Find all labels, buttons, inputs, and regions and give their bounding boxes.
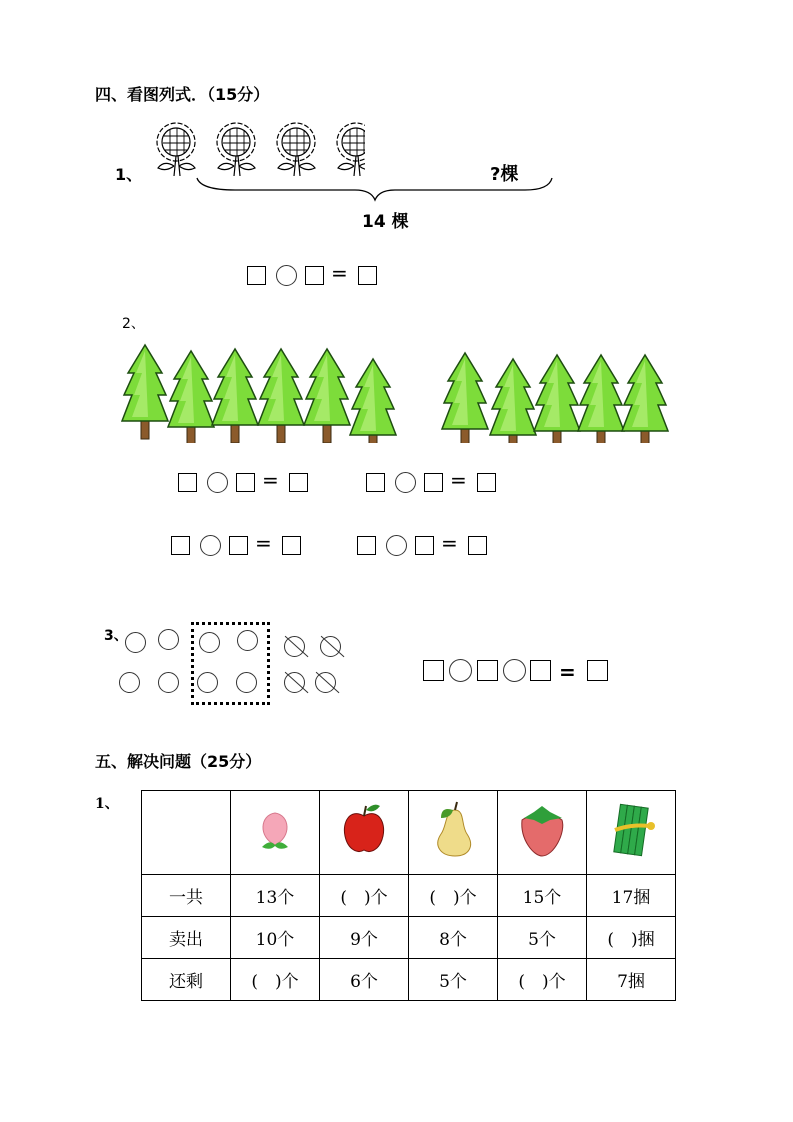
q3-label: 3、 <box>104 628 128 644</box>
operator-circle[interactable] <box>395 472 416 493</box>
table-cell: 10个 <box>231 917 320 959</box>
sunflower-icon <box>157 123 195 176</box>
peach-icon <box>250 805 300 855</box>
total-count-label: 14 棵 <box>362 212 409 232</box>
apple-icon <box>336 802 392 858</box>
answer-box[interactable] <box>357 536 376 555</box>
answer-box[interactable] <box>229 536 248 555</box>
row-label: 卖出 <box>142 917 231 959</box>
answer-box[interactable] <box>424 473 443 492</box>
row-label: 一共 <box>142 875 231 917</box>
table-row <box>142 959 676 1001</box>
answer-box[interactable] <box>477 473 496 492</box>
equals-sign: = <box>559 660 576 684</box>
equals-sign: = <box>450 468 467 492</box>
circle-icon <box>158 672 179 693</box>
brace-icon <box>195 176 555 202</box>
table-cell: 7捆 <box>587 959 676 1001</box>
table-cell: 15个 <box>498 875 587 917</box>
equation-blank-2b[interactable] <box>366 468 506 494</box>
circle-icon <box>119 672 140 693</box>
operator-circle[interactable] <box>276 265 297 286</box>
q2-label: 2、 <box>122 316 145 332</box>
table-cell: 5个 <box>409 959 498 1001</box>
table-row <box>142 875 676 917</box>
answer-box[interactable] <box>415 536 434 555</box>
answer-box[interactable] <box>587 660 608 681</box>
crossed-circle-icon <box>284 636 305 657</box>
table-cell: 13个 <box>231 875 320 917</box>
table-header-row <box>142 791 676 875</box>
equation-blank-1[interactable] <box>247 261 387 287</box>
sales-table <box>141 790 676 1001</box>
trees-image <box>120 343 670 443</box>
table-row <box>142 917 676 959</box>
circle-icon <box>125 632 146 653</box>
answer-box[interactable] <box>289 473 308 492</box>
equals-sign: = <box>262 468 279 492</box>
crossed-circle-icon <box>320 636 341 657</box>
answer-box[interactable] <box>468 536 487 555</box>
circle-icon <box>158 629 179 650</box>
answer-box[interactable] <box>358 266 377 285</box>
operator-circle[interactable] <box>386 535 407 556</box>
answer-box[interactable] <box>178 473 197 492</box>
crossed-circle-icon <box>315 672 336 693</box>
s5-q1-label: 1、 <box>95 796 119 812</box>
answer-box[interactable] <box>247 266 266 285</box>
table-cell-blank[interactable]: ( )个 <box>498 959 587 1001</box>
equation-blank-2a[interactable] <box>178 468 318 494</box>
crossed-circle-icon <box>284 672 305 693</box>
strawberry-icon <box>514 800 570 860</box>
answer-box[interactable] <box>366 473 385 492</box>
header-cell-strawberry <box>498 791 587 875</box>
header-cell-peach <box>231 791 320 875</box>
answer-box[interactable] <box>171 536 190 555</box>
operator-circle[interactable] <box>449 659 472 682</box>
equals-sign: = <box>255 531 272 555</box>
equation-blank-2d[interactable] <box>357 531 497 557</box>
answer-box[interactable] <box>305 266 324 285</box>
answer-box[interactable] <box>282 536 301 555</box>
operator-circle[interactable] <box>207 472 228 493</box>
sunflowers-image <box>150 118 365 180</box>
table-cell: 17捆 <box>587 875 676 917</box>
table-cell-blank[interactable]: ( )个 <box>409 875 498 917</box>
q1-label: 1、 <box>115 165 143 184</box>
equation-blank-2c[interactable] <box>171 531 311 557</box>
answer-box[interactable] <box>236 473 255 492</box>
header-cell-pear <box>409 791 498 875</box>
answer-box[interactable] <box>530 660 551 681</box>
header-cell-scallion-bundle <box>587 791 676 875</box>
row-label: 还剩 <box>142 959 231 1001</box>
scallion-bundle-icon <box>603 800 659 860</box>
equals-sign: = <box>441 531 458 555</box>
table-cell-blank[interactable]: ( )捆 <box>587 917 676 959</box>
table-cell: 6个 <box>320 959 409 1001</box>
header-cell-apple <box>320 791 409 875</box>
header-empty-cell <box>142 791 231 875</box>
answer-box[interactable] <box>477 660 498 681</box>
operator-circle[interactable] <box>200 535 221 556</box>
section-5-title: 五、解决问题（25分） <box>95 752 262 771</box>
table-cell-blank[interactable]: ( )个 <box>320 875 409 917</box>
operator-circle[interactable] <box>503 659 526 682</box>
table-cell: 5个 <box>498 917 587 959</box>
unknown-count-label: ?棵 <box>490 164 519 185</box>
table-cell: 8个 <box>409 917 498 959</box>
equals-sign: = <box>331 261 348 285</box>
equation-blank-3[interactable] <box>423 659 613 683</box>
dotted-group-box <box>191 622 270 705</box>
answer-box[interactable] <box>423 660 444 681</box>
pear-icon <box>425 800 481 860</box>
table-cell-blank[interactable]: ( )个 <box>231 959 320 1001</box>
section-4-title: 四、看图列式．（15分） <box>95 85 270 104</box>
table-cell: 9个 <box>320 917 409 959</box>
